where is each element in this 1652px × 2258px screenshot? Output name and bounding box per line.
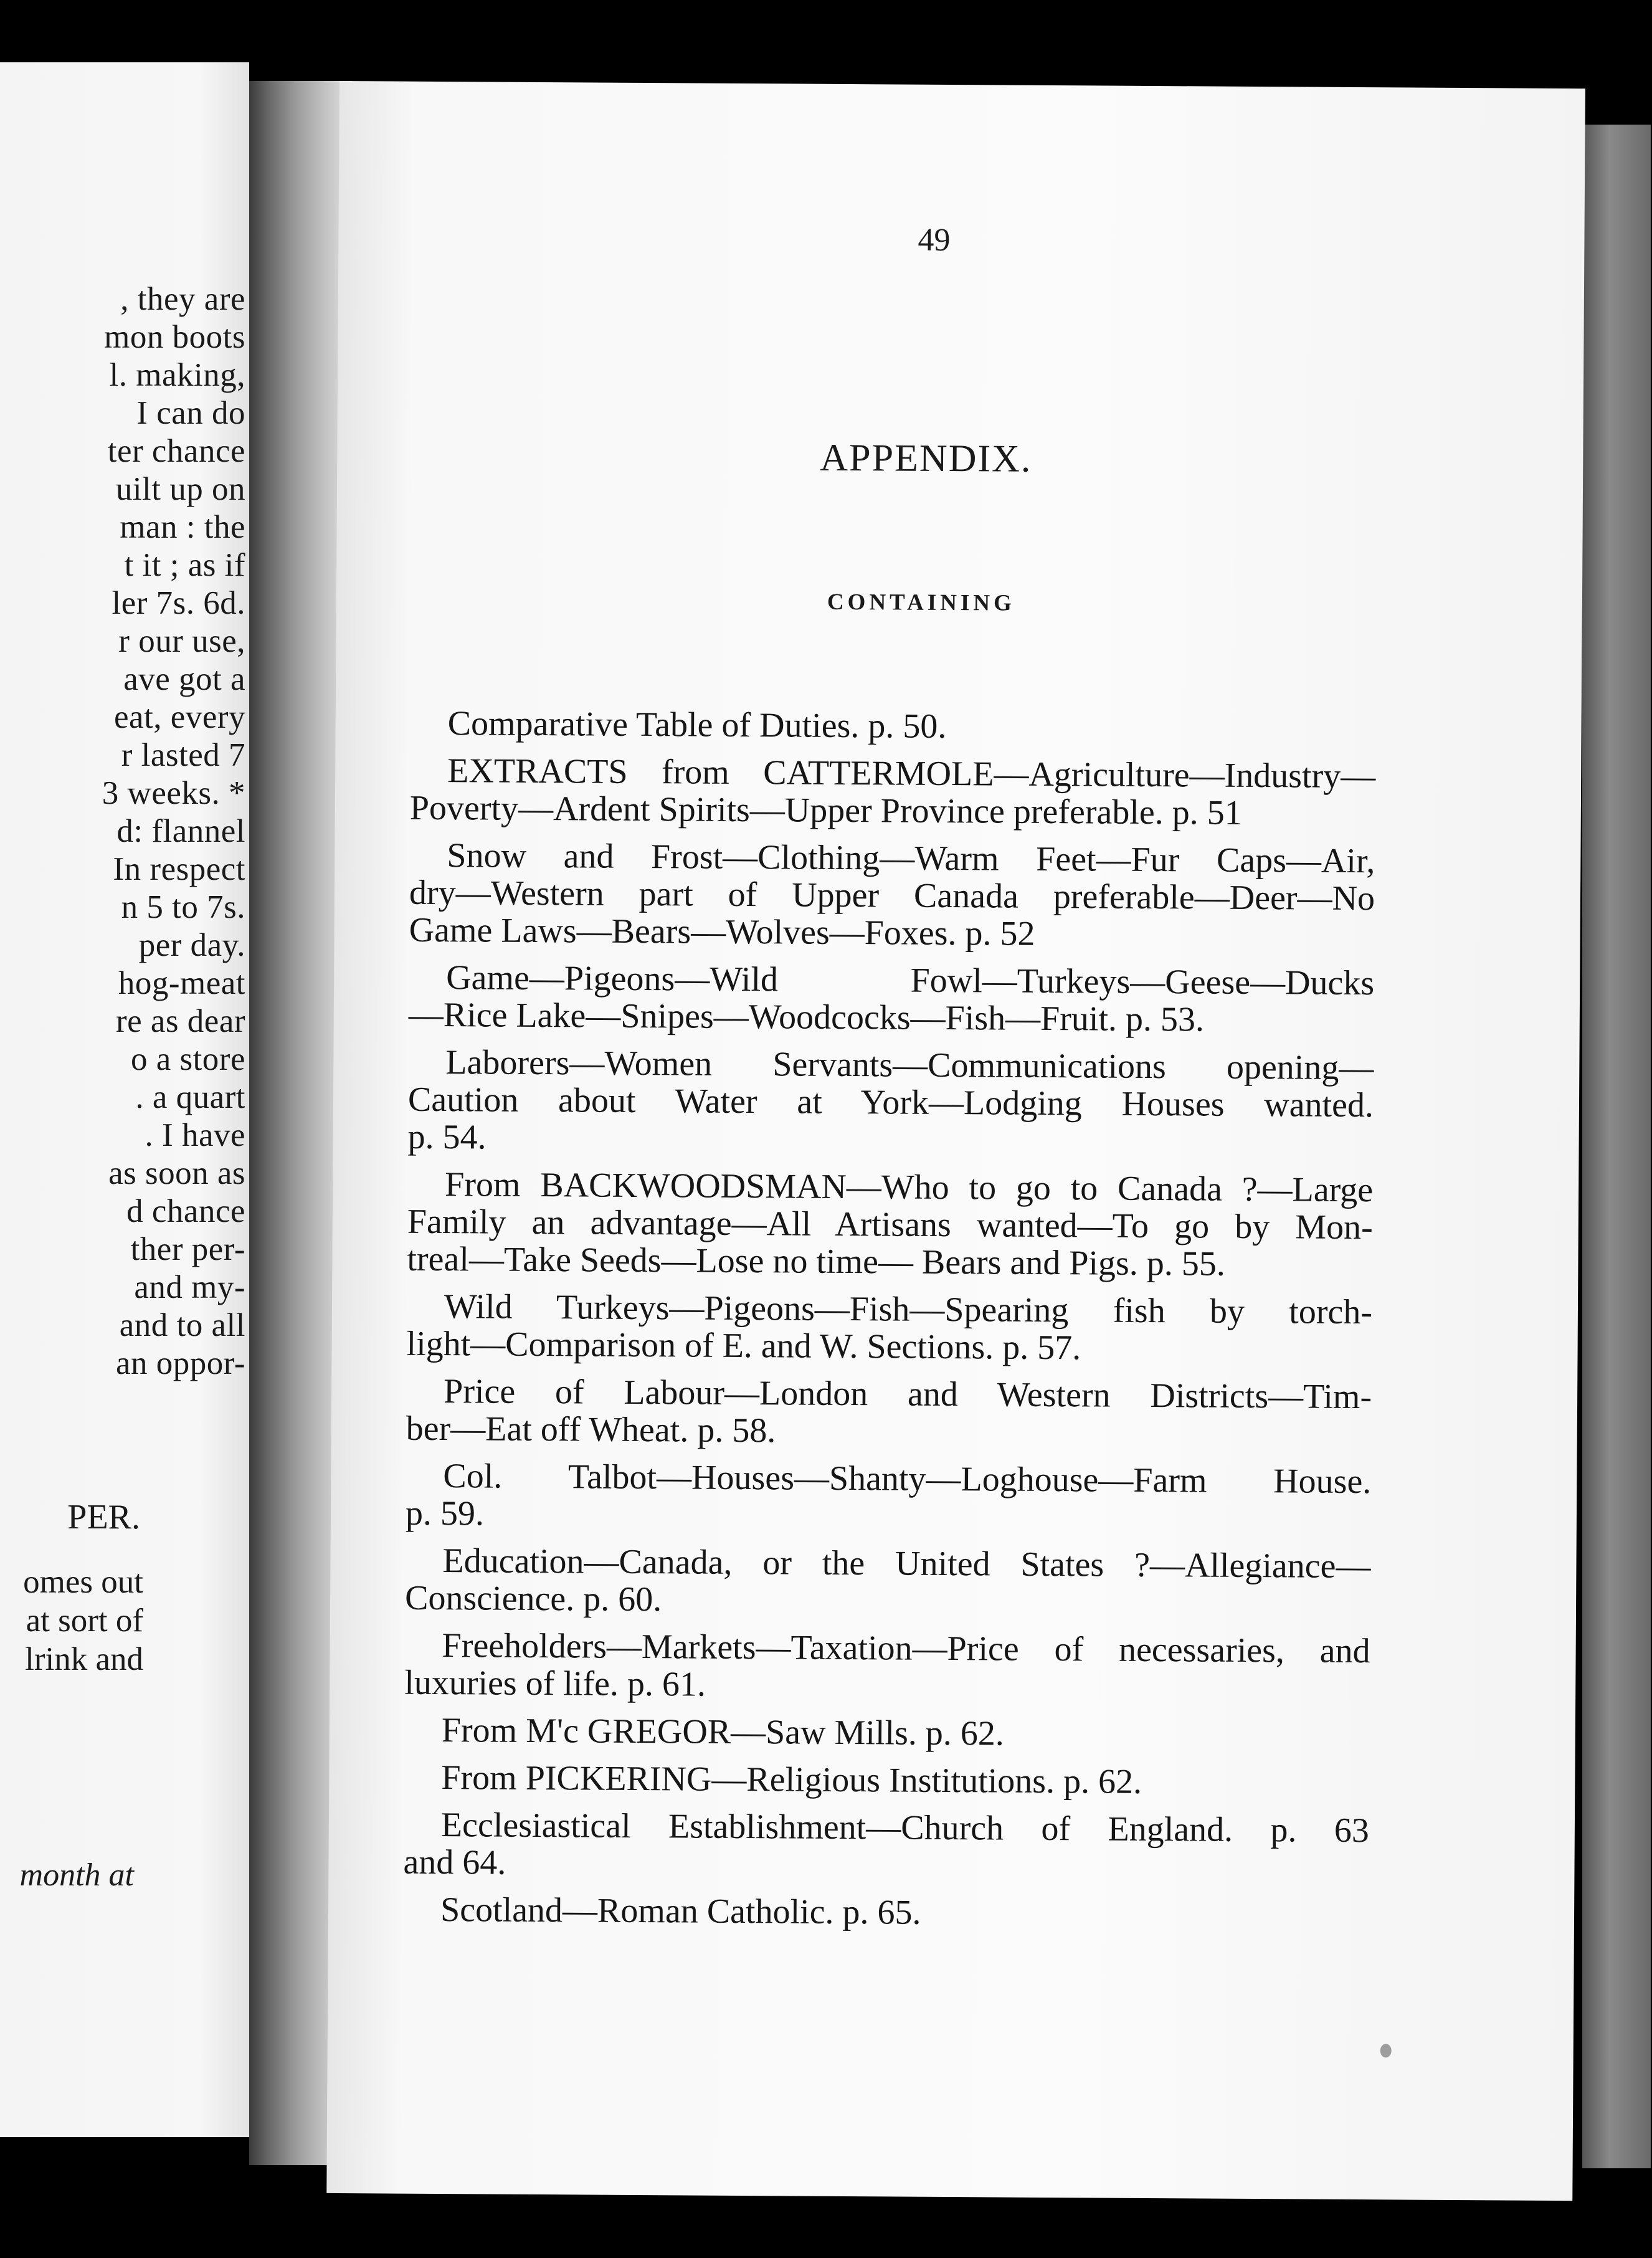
entry-line: Game—Pigeons—Wild Fowl—Turkeys—Geese—Ducks — [446, 958, 1375, 1003]
left-line: per day. — [138, 927, 245, 963]
left-page — [0, 62, 249, 2137]
entry-line: and 64. — [403, 1842, 506, 1882]
contents-entry — [411, 705, 1376, 748]
left-line: , they are — [120, 281, 245, 317]
contents-entry — [404, 1627, 1370, 1707]
contents-entry — [407, 1166, 1373, 1284]
contents-entry — [404, 1712, 1370, 1755]
entry-line: Comparative Table of Duties. p. 50. — [447, 704, 947, 746]
left-line: . a quart — [135, 1079, 245, 1115]
contents-entry — [406, 1288, 1372, 1368]
entry-line: Wild Turkeys—Pigeons—Fish—Spearing fish by torch- — [444, 1287, 1373, 1332]
left-line: omes out — [23, 1564, 143, 1600]
left-page-text-lower — [0, 1563, 143, 1679]
contents-entry — [406, 1373, 1372, 1453]
left-line: t it ; as if — [124, 547, 245, 583]
entry-line: Caution about Water at York—Lodging Houses wanted. — [407, 1080, 1374, 1125]
left-line: uilt up on — [115, 471, 245, 507]
left-line: ave got a — [123, 661, 245, 697]
entry-line: p. 54. — [407, 1117, 487, 1157]
entry-line: Snow and Frost—Clothing—Warm Feet—Fur Caps—Air, — [447, 836, 1375, 881]
entry-line: From BACKWOODSMAN—Who to go to Canada ?—Large — [444, 1165, 1374, 1210]
ink-speck — [1380, 2044, 1392, 2057]
left-line: ther per- — [130, 1231, 245, 1267]
entry-line: luxuries of life. p. 61. — [404, 1663, 706, 1704]
left-line: In respect — [113, 851, 245, 887]
entry-line: dry—Western part of Upper Canada preferable—Deer—No — [409, 873, 1375, 918]
contents-entry — [404, 1759, 1369, 1802]
entry-line: Scotland—Roman Catholic. p. 65. — [440, 1890, 921, 1932]
entry-line: EXTRACTS from CATTERMOLE—Agriculture—Industry— — [447, 751, 1376, 796]
entry-line: From PICKERING—Religious Institutions. p. 62. — [441, 1758, 1142, 1801]
left-line: man : the — [120, 509, 245, 545]
left-line: re as dear — [115, 1003, 245, 1039]
entry-line: Poverty—Ardent Spirits—Upper Province preferable. p. 51 — [409, 788, 1242, 832]
left-line: o a store — [130, 1041, 245, 1077]
entry-line: ber—Eat off Wheat. p. 58. — [406, 1409, 776, 1451]
left-line: as soon as — [108, 1155, 245, 1191]
entry-line: light—Comparison of E. and W. Sections. p. 57. — [406, 1324, 1081, 1368]
entry-line: treal—Take Seeds—Lose no time— Bears and Pigs. p. 55. — [407, 1239, 1225, 1284]
entry-line: Price of Labour—London and Western Districts—Tim- — [443, 1372, 1372, 1417]
left-line: mon boots — [104, 319, 245, 355]
left-line: ler 7s. 6d. — [112, 585, 245, 621]
left-line: r lasted 7 — [121, 737, 245, 773]
left-line: and to all — [119, 1307, 245, 1343]
left-page-text — [0, 280, 245, 1383]
entry-line: Game Laws—Bears—Wolves—Foxes. p. 52 — [409, 910, 1035, 953]
entry-line: Ecclesiastical Establishment—Church of England. p. 63 — [440, 1806, 1370, 1851]
left-line: . I have — [145, 1117, 245, 1153]
left-line: at sort of — [26, 1603, 143, 1639]
page-number: 49 — [918, 222, 951, 258]
entry-line: Laborers—Women Servants—Communications opening— — [445, 1043, 1374, 1088]
page-edge — [1582, 125, 1651, 2168]
contents-entry — [406, 1457, 1372, 1538]
left-line: 3 weeks. * — [102, 775, 245, 811]
left-line: hog-meat — [118, 965, 245, 1001]
page-subtitle: CONTAINING — [827, 589, 1015, 616]
entry-line: —Rice Lake—Snipes—Woodcocks—Fish—Fruit. p. 53. — [408, 995, 1205, 1039]
left-section-heading: PER. — [67, 1498, 140, 1536]
right-page — [326, 81, 1585, 2201]
page-title: APPENDIX. — [820, 436, 1032, 480]
left-line: and my- — [134, 1269, 245, 1305]
left-line: l. making, — [109, 357, 245, 393]
contents-entry — [403, 1891, 1369, 1934]
left-line: eat, every — [114, 699, 245, 735]
left-line: an oppor- — [115, 1345, 245, 1381]
left-line: d chance — [126, 1193, 245, 1229]
contents-list — [403, 705, 1376, 1944]
entry-line: From M'c GREGOR—Saw Mills. p. 62. — [441, 1711, 1005, 1753]
left-line: r our use, — [118, 623, 245, 659]
entry-line: Col. Talbot—Houses—Shanty—Loghouse—Farm House. — [443, 1457, 1372, 1502]
contents-entry — [407, 1044, 1374, 1161]
left-line: ter chance — [107, 433, 245, 469]
contents-entry — [409, 959, 1375, 1039]
contents-entry — [403, 1806, 1369, 1887]
left-line: d: flannel — [116, 813, 245, 849]
left-line: n 5 to 7s. — [121, 889, 245, 925]
left-footer-fragment: month at — [19, 1857, 134, 1893]
contents-entry — [409, 837, 1375, 955]
left-line: lrink and — [25, 1641, 143, 1677]
entry-line: p. 59. — [405, 1493, 485, 1533]
contents-entry — [405, 1542, 1371, 1622]
entry-line: Education—Canada, or the United States ?—Allegiance— — [442, 1541, 1371, 1586]
entry-line: Family an advantage—All Artisans wanted—To go by Mon- — [407, 1202, 1373, 1247]
left-line: I can do — [136, 395, 245, 431]
entry-line: Freeholders—Markets—Taxation—Price of necessaries, and — [442, 1626, 1370, 1671]
entry-line: Conscience. p. 60. — [404, 1578, 662, 1619]
contents-entry — [410, 752, 1376, 832]
